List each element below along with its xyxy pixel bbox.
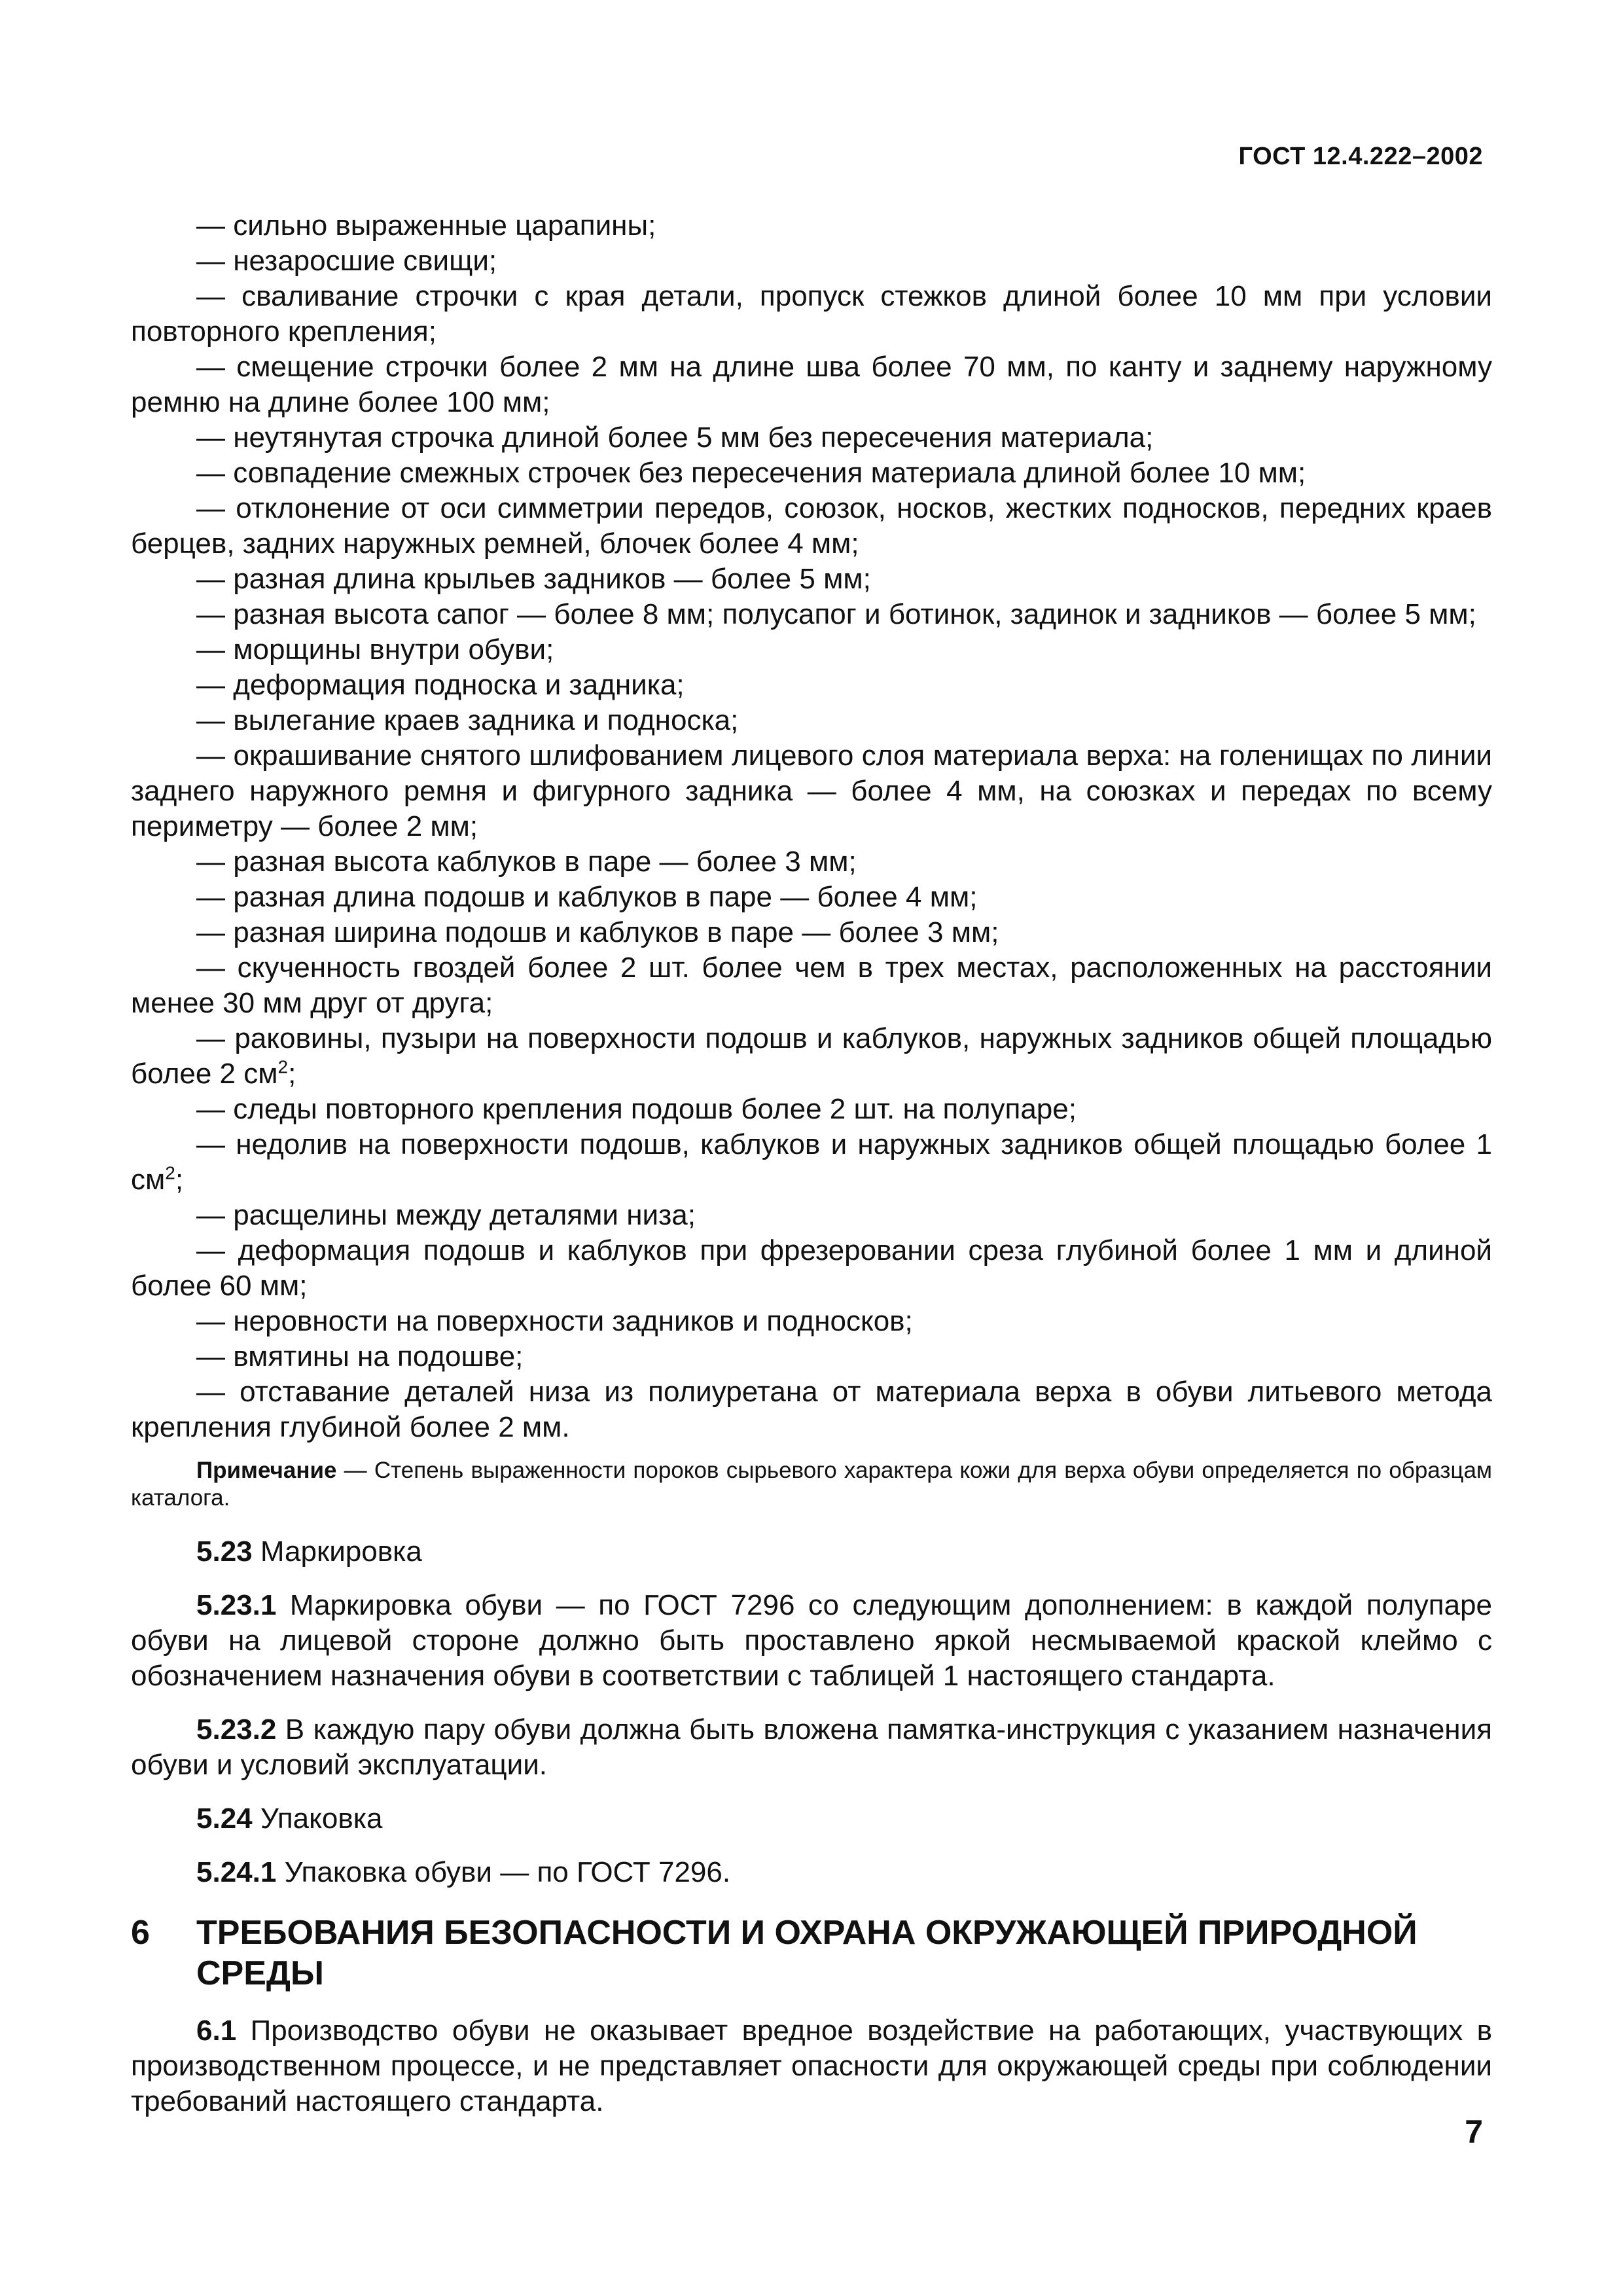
list-item: — сваливание строчки с края детали, пропуск стежков длиной более 10 мм при условии повторного крепления; <box>131 280 1492 348</box>
list-item <box>131 1021 1492 1092</box>
punctuation: ; <box>175 1164 184 1196</box>
list-item-text: — недолив на поверхности подошв, каблуков и наружных задников общей площадью более 1 см <box>131 1128 1492 1196</box>
clause-text: Упаковка обуви — по ГОСТ 7296. <box>276 1856 731 1888</box>
list-item <box>131 1127 1492 1198</box>
note-label: Примечание <box>196 1458 337 1483</box>
list-item: — разная длина подошв и каблуков в паре — более 4 мм; <box>196 881 978 913</box>
clause-number: 6.1 <box>196 2015 237 2047</box>
clause-text: Маркировка <box>252 1535 422 1568</box>
list-item: — отставание деталей низа из полиуретана от материала верха в обуви литьевого метода крепления глубиной более 2 мм. <box>131 1376 1492 1443</box>
clause-number: 5.23.2 <box>196 1713 277 1746</box>
list-item: — морщины внутри обуви; <box>196 634 554 666</box>
clause-5-23-2 <box>131 1712 1492 1783</box>
clause-text: В каждую пару обуви должна быть вложена памятка-инструкция с указанием назначения обуви и условий эксплуатации. <box>131 1713 1492 1781</box>
document-code: ГОСТ 12.4.222–2002 <box>1238 143 1483 170</box>
superscript: 2 <box>277 1056 289 1077</box>
list-item: — деформация подошв и каблуков при фрезеровании среза глубиной более 1 мм и длиной более 60 мм; <box>131 1234 1492 1302</box>
list-item: — разная высота каблуков в паре — более 3 мм; <box>196 846 857 878</box>
superscript: 2 <box>165 1162 175 1183</box>
list-item: — сильно выраженные царапины; <box>196 209 656 242</box>
list-item: — расщелины между деталями низа; <box>196 1199 696 1231</box>
note-text: — Степень выраженности пороков сырьевого характера кожи для верха обуви определяется по образцам каталога. <box>131 1458 1492 1511</box>
list-item: — незаросшие свищи; <box>196 245 497 277</box>
list-item: — вылегание краев задника и подноска; <box>196 704 739 736</box>
clause-text: Маркировка обуви — по ГОСТ 7296 со следующим дополнением: в каждой полупаре обуви на лицевой стороне должно быть проставлено яркой несмываемой краской клеймо с обозначением назначения обуви в соответствии с таблицей 1 настоящего стандарта. <box>131 1589 1492 1692</box>
clause-number: 5.24 <box>196 1803 253 1835</box>
list-item: — разная длина крыльев задников — более 5 мм; <box>196 563 871 595</box>
defects-list <box>131 208 1492 1445</box>
list-item: — неровности на поверхности задников и подносков; <box>196 1305 913 1337</box>
clause-number: 5.23.1 <box>196 1589 277 1621</box>
list-item: — неутянутая строчка длиной более 5 мм без пересечения материала; <box>196 422 1154 454</box>
section-title: ТРЕБОВАНИЯ БЕЗОПАСНОСТИ И ОХРАНА ОКРУЖАЮЩЕЙ ПРИРОДНОЙ СРЕДЫ <box>196 1914 1418 1992</box>
clause-number: 5.24.1 <box>196 1856 277 1888</box>
clause-6-1 <box>131 2013 1492 2119</box>
list-item: — вмятины на подошве; <box>196 1340 524 1372</box>
clause-text: Производство обуви не оказывает вредное воздействие на работающих, участвующих в производственном процессе, и не представляет опасности для окружающей среды при соблюдении требований настоящего стандарта. <box>131 2015 1492 2117</box>
note <box>131 1457 1492 1512</box>
list-item: — совпадение смежных строчек без пересечения материала длиной более 10 мм; <box>196 457 1306 489</box>
clause-text: Упаковка <box>252 1803 383 1835</box>
list-item: — разная высота сапог — более 8 мм; полусапог и ботинок, задинок и задников — более 5 мм; <box>196 598 1476 630</box>
page-content <box>131 208 1492 2138</box>
list-item: — отклонение от оси симметрии передов, союзок, носков, жестких подносков, передних краев берцев, задних наружных ремней, блочек более 4 мм; <box>131 492 1492 560</box>
list-item: — скученность гвоздей более 2 шт. более чем в трех местах, расположенных на расстоянии менее 30 мм друг от друга; <box>131 952 1492 1019</box>
list-item: — окрашивание снятого шлифованием лицевого слоя материала верха: на голенищах по линии заднего наружного ремня и фигурного задника — более 4 мм, на союзках и передах по всему периметру — более 2 мм; <box>131 740 1492 842</box>
list-item: — деформация подноска и задника; <box>196 669 685 701</box>
clause-5-24-1 <box>131 1855 1492 1890</box>
clause-5-24 <box>131 1801 1492 1837</box>
clause-5-23-1 <box>131 1588 1492 1694</box>
list-item: — следы повторного крепления подошв более 2 шт. на полупаре; <box>196 1093 1077 1125</box>
section-6-heading <box>131 1912 1492 1994</box>
clause-5-23 <box>131 1534 1492 1570</box>
list-item: — смещение строчки более 2 мм на длине шва более 70 мм, по канту и заднему наружному ремню на длине более 100 мм; <box>131 351 1492 418</box>
clause-number: 5.23 <box>196 1535 253 1568</box>
page-number: 7 <box>1465 2113 1483 2150</box>
section-number: 6 <box>131 1914 150 1952</box>
list-item-text: — раковины, пузыри на поверхности подошв и каблуков, наружных задников общей площадью более 2 см <box>131 1022 1492 1090</box>
list-item: — разная ширина подошв и каблуков в паре — более 3 мм; <box>196 916 999 948</box>
punctuation: ; <box>288 1058 296 1090</box>
